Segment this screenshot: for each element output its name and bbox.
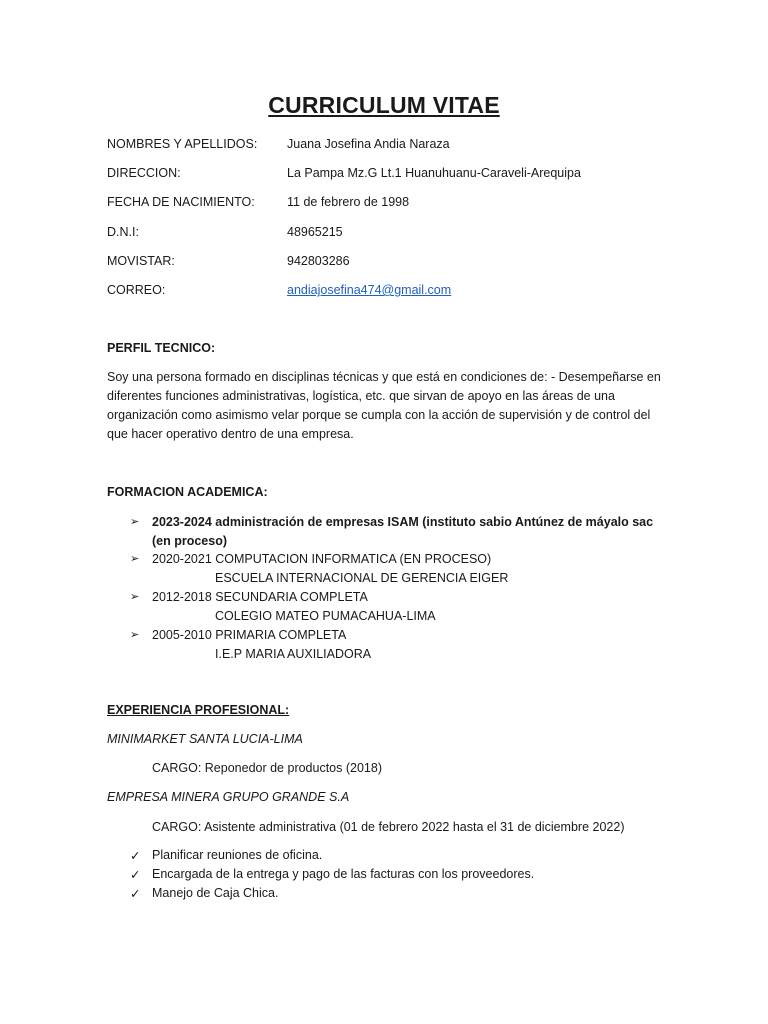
task-text: Encargada de la entrega y pago de las facturas con los proveedores. — [152, 867, 535, 881]
job-cargo: CARGO: Reponedor de productos (2018) — [152, 761, 382, 775]
info-value: La Pampa Mz.G Lt.1 Huanuhuanu-Caraveli-Arequipa — [287, 166, 581, 180]
task-text: Planificar reuniones de oficina. — [152, 848, 323, 862]
info-value: 11 de febrero de 1998 — [287, 195, 410, 209]
info-label: NOMBRES Y APELLIDOS: — [107, 137, 258, 151]
arrow-bullet-icon: ➢ — [130, 591, 140, 603]
info-value: Juana Josefina Andia Naraza — [287, 137, 450, 151]
formacion-item-text: 2005-2010 PRIMARIA COMPLETA — [152, 628, 347, 642]
arrow-bullet-icon: ➢ — [130, 516, 140, 528]
job-company: EMPRESA MINERA GRUPO GRANDE S.A — [107, 790, 350, 804]
info-label: MOVISTAR: — [107, 254, 175, 268]
perfil-heading: PERFIL TECNICO: — [107, 341, 216, 355]
formacion-item-text: 2012-2018 SECUNDARIA COMPLETA — [152, 590, 368, 604]
arrow-bullet-icon: ➢ — [130, 629, 140, 641]
perfil-paragraph: Soy una persona formado en disciplinas técnicas y que está en condiciones de: - Desempeñarse en diferentes funciones administrativas, logística, etc. que sirvan de apoyo en las áreas de una organización como asimismo velar porque se cumpla con la acción de supervisión y de control del que hacer operativo dentro de una empresa. — [107, 370, 661, 441]
formacion-item-text: 2020-2021 COMPUTACION INFORMATICA (EN PROCESO) — [152, 552, 492, 566]
info-label: D.N.I: — [107, 225, 139, 239]
job-company: MINIMARKET SANTA LUCIA-LIMA — [107, 732, 303, 746]
checkmark-icon: ✓ — [130, 849, 141, 863]
checkmark-icon: ✓ — [130, 868, 141, 882]
info-value: 48965215 — [287, 225, 343, 239]
formacion-item-institution: COLEGIO MATEO PUMACAHUA-LIMA — [215, 609, 436, 623]
formacion-item-text: 2023-2024 administración de empresas ISAM (instituto sabio Antúnez de máyalo sac (en proceso) — [152, 515, 654, 548]
job-cargo: CARGO: Asistente administrativa (01 de febrero 2022 hasta el 31 de diciembre 2022) — [152, 820, 625, 834]
formacion-item-institution: ESCUELA INTERNACIONAL DE GERENCIA EIGER — [215, 571, 509, 585]
checkmark-icon: ✓ — [130, 887, 141, 901]
info-label: CORREO: — [107, 283, 166, 297]
task-text: Manejo de Caja Chica. — [152, 886, 279, 900]
formacion-item-institution: I.E.P MARIA AUXILIADORA — [215, 647, 372, 661]
formacion-heading: FORMACION ACADEMICA: — [107, 485, 268, 499]
document-title: CURRICULUM VITAE — [268, 92, 500, 118]
info-label: FECHA DE NACIMIENTO: — [107, 195, 255, 209]
email-link[interactable]: andiajosefina474@gmail.com — [287, 283, 452, 297]
info-label: DIRECCION: — [107, 166, 181, 180]
experiencia-heading: EXPERIENCIA PROFESIONAL: — [107, 703, 290, 717]
arrow-bullet-icon: ➢ — [130, 553, 140, 565]
info-value: 942803286 — [287, 254, 350, 268]
